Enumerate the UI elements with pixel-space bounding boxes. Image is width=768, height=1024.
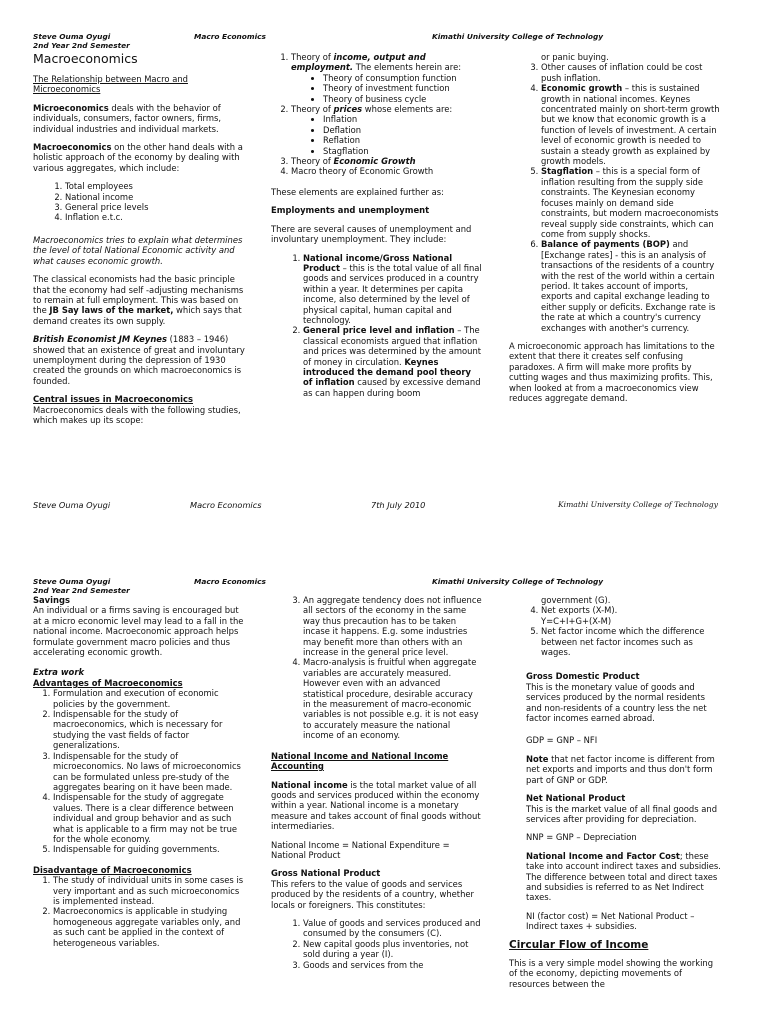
bullet-list (291, 114, 483, 156)
bullet-item: • Theory of investment function (323, 83, 483, 93)
page2-header-institution: Kimathi University College of Technology (432, 577, 604, 586)
page2-header-course: Macro Economics (194, 577, 266, 586)
page1-header-author: Steve Ouma Oyugi (33, 32, 111, 41)
theory-list (271, 52, 483, 177)
list-item: 3. Other causes of inflation could be cost push inflation. (541, 62, 721, 83)
list-item: 1. Value of goods and services produced and consumed by the consumers (C). (303, 918, 483, 939)
list-item: 4. Net exports (X-M). Y=C+I+G+(X-M) (541, 605, 721, 626)
bullet-item: • Stagflation (323, 146, 483, 156)
list-item: 5. Indispensable for guiding governments. (53, 844, 245, 854)
list-item: 2. National income (65, 192, 245, 202)
keynes-paragraph: British Economist JM Keynes (1883 – 1946) showed that an existence of great and involuntary unemployment during the depression of 1930 created the grounds on which macroeconomics is founded. (33, 334, 245, 386)
list-item: 3. Goods and services from the (303, 960, 483, 970)
page1-column-1 (33, 52, 245, 492)
list-item: 3. Theory of Economic Growth (291, 156, 483, 166)
list-item: 5. Net factor income which the difference between net factor incomes such as wages. (541, 626, 721, 657)
disadvantages-list (33, 875, 245, 948)
national-income-paragraph: National income is the total market value of all goods and services produced within the economy within a year. National income is a monetary measure and takes account of final goods without intermediaries. (271, 779, 481, 832)
gnp-text: This refers to the value of goods and services produced by the residents of a country, whether locals or foreigners. This constitutes: (271, 878, 474, 910)
page1-footer-course: Macro Economics (190, 500, 262, 510)
bullet-item: • Reflation (323, 135, 483, 145)
list-item: 3. Indispensable for the study of microeconomics. No laws of microeconomics can be formulated unless pre-study of the aggregates bearing on it have been made. (53, 751, 245, 793)
bullet-item: • Theory of consumption function (323, 73, 483, 83)
page1-column-3 (509, 52, 721, 476)
page2-column-2 (271, 595, 483, 1024)
micro-approach-paragraph: A microeconomic approach has limitations to the extent that there it creates self confusing paradoxes. A firm will make more profits by cutting wages and thus maximizing profits. This, when looked at from a macroeconomics view reduces aggregate demand. (509, 340, 715, 403)
factor-cost-paragraph: National Income and Factor Cost; these take into account indirect taxes and subsidies. The difference between total and direct taxes and subsidies is referred to as Net Indirect taxes. (526, 850, 721, 903)
list-item: 5. Stagflation – this is a special form of inflation resulting from the supply side constraints. The Keynesian economy focuses mainly on demand side constraints, but modern macroeconomists reveal supply side constraints, which can come from supply shocks. (541, 166, 721, 239)
gdp-text: This is the monetary value of goods and services produced by the normal residents and non-residents of a country less the net factor incomes earned abroad. (526, 681, 707, 724)
classical-paragraph: The classical economists had the basic principle that the economy had self -adjusting mechanisms to remain at full employment. This was based on the JB Say laws of the market, which says that demand creates its own supply. (33, 274, 244, 326)
list-item: 4. Inflation e.t.c. (65, 212, 245, 222)
list-item: 1. Total employees (65, 181, 245, 191)
list-item: 3. An aggregate tendency does not influence all sectors of the economy in the same way thus precaution has to be taken incase it happens. E.g. some industries may benefit more than others with an increase in the general price level. (303, 595, 483, 657)
disadvantages-list-continued (271, 595, 483, 741)
list-item: 3. General price levels (65, 202, 245, 212)
savings-text: An individual or a firms saving is encouraged but at a micro economic level may lead to a fall in the national income. Macroeconomic approach helps formulate government macro policies and thus accelerating economic growth. (33, 605, 244, 658)
nnp-text: This is the market value of all final goods and services after providing for depreciation. (526, 803, 718, 824)
page1-footer-date: 7th July 2010 (371, 500, 426, 510)
page2-header-year: 2nd Year 2nd Semester (33, 586, 130, 595)
bullet-item: • Inflation (323, 114, 483, 124)
list-item: 2. Macroeconomics is applicable in studying homogeneous aggregate variables only, and as such cant be applied in the context of heterogeneous variables. (53, 906, 245, 948)
bullet-item: • Theory of business cycle (323, 94, 483, 104)
aggregates-list (33, 181, 245, 223)
page-title: Macroeconomics (33, 52, 138, 66)
gnp-components-continued (509, 605, 721, 657)
circular-flow-heading: Circular Flow of Income (509, 938, 649, 951)
page1-footer-author: Steve Ouma Oyugi (33, 500, 111, 510)
list-item: 2. Indispensable for the study of macroeconomics, which is necessary for studying the vast fields of factor generalizations. (53, 709, 245, 751)
page1-header-institution: Kimathi University College of Technology (432, 32, 604, 41)
causes-list (271, 253, 483, 399)
list-item: 1. The study of individual units in some cases is very important and as such microeconomics is implemented instead. (53, 875, 245, 906)
extra-work-label: Extra work (33, 667, 85, 678)
circular-flow-text: This is a very simple model showing the working of the economy, depicting movements of resources between the (509, 957, 714, 989)
page1-header-course: Macro Economics (194, 32, 266, 41)
gdp-equation: GDP = GNP – NFI (526, 735, 598, 746)
advantages-list (33, 688, 245, 855)
employment-heading: Employments and unemployment (271, 205, 430, 216)
central-issues-heading: Central issues in Macroeconomics (33, 394, 193, 405)
central-issues-text: Macroeconomics deals with the following studies, which makes up its scope: (33, 404, 241, 425)
list-item: 2. General price level and inflation – The classical economists argued that inflation and prices was determined by the amount of money in circulation. Keynes introduced the demand pool theory of inflation caused by excessive demand as can happen during boom (303, 325, 483, 398)
advantages-heading: Advantages of Macroeconomics (33, 677, 183, 688)
list-item: 4. Macro-analysis is fruitful when aggregate variables are accurately measured. However even with an advanced statistical procedure, desirable accuracy in the measurement of macro-economic variables is not possible e.g. it is not easy to accurately measure the national income of an economy. (303, 657, 483, 740)
gdp-heading: Gross Domestic Product (526, 671, 640, 682)
factor-cost-equation: NI (factor cost) = Net National Product – Indirect taxes + subsidies. (526, 910, 695, 932)
list-item: 4. Macro theory of Economic Growth (291, 166, 483, 176)
gnp-components-list (271, 918, 483, 970)
nnp-equation: NNP = GNP – Depreciation (526, 832, 637, 843)
national-income-equation: National Income = National Expenditure = National Product (271, 839, 450, 860)
page1-header-year: 2nd Year 2nd Semester (33, 41, 130, 50)
page1-column-2 (271, 52, 483, 496)
gnp-heading: Gross National Product (271, 868, 381, 879)
causes-list-continued (509, 62, 721, 333)
list-item: 1. Formulation and execution of economic policies by the government. (53, 688, 245, 709)
note-paragraph: Note that net factor income is different from net exports and imports and thus don't form part of GNP or GDP. (526, 753, 715, 785)
gnp-formula: Y=C+I+G+(X-M) (541, 615, 612, 626)
macro-paragraph: Macroeconomics on the other hand deals with a holistic approach of the economy by dealing with various aggregates, which include: (33, 142, 243, 173)
list-item: 4. Indispensable for the study of aggregate values. There is a clear difference between individual and group behavior and as such what is applicable to a firm may not be true for the whole economy. (53, 792, 245, 844)
savings-heading: Savings (33, 595, 70, 605)
national-income-heading: National Income and National Income Accounting (271, 750, 449, 772)
section-subtitle: The Relationship between Macro and Microeconomics (33, 74, 188, 95)
list-item: 6. Balance of payments (BOP) and [Exchange rates] - this is an analysis of transactions of the residents of a country with the rest of the world within a certain period. It takes account of imports, exports and capital exchange leading to either supply or deficits. Exchange rate is the rate at which a country's currency exchanges with another's currency. (541, 239, 721, 333)
continued-text: government (G). (541, 595, 611, 605)
macro-explanation: Macroeconomics tries to explain what determines the level of total National Economic activity and what causes economic growth. (33, 234, 243, 266)
micro-paragraph: Microeconomics deals with the behavior of individuals, consumers, factor owners, firms, individual industries and individual markets. (33, 102, 221, 134)
bullet-item: • Deflation (323, 125, 483, 135)
elements-explained: These elements are explained further as: (271, 186, 444, 197)
disadvantages-heading: Disadvantage of Macroeconomics (33, 864, 192, 875)
list-item: 1. National income/Gross National Product – this is the total value of all final goods and services produced in a country within a year. It determines per capita income, also determined by the level of physical capital, human capital and technology. (303, 253, 483, 326)
continued-text: or panic buying. (541, 52, 609, 62)
bullet-list (291, 73, 483, 104)
page2-header-author: Steve Ouma Oyugi (33, 577, 111, 586)
nnp-heading: Net National Product (526, 793, 626, 804)
employment-text: There are several causes of unemployment and involuntary unemployment. They include: (271, 223, 472, 245)
page1-footer-institution: Kimathi University College of Technology (558, 500, 718, 509)
page2-column-1 (33, 595, 245, 1024)
page2-column-3 (509, 595, 721, 1024)
list-item: 1. Theory of income, output and employment. The elements herein are: • Theory of consumption function • Theory of investment function • Theory of business cycle (291, 52, 483, 104)
list-item: 4. Economic growth – this is sustained growth in national incomes. Keynes concentrated mainly on short-term growth but we know that economic growth is a function of levels of investment. A certain level of economic growth is needed to sustain a steady growth as explained by growth models. (541, 83, 721, 166)
list-item: 2. Theory of prices whose elements are: • Inflation • Deflation • Reflation • Stagflation (291, 104, 483, 156)
list-item: 2. New capital goods plus inventories, not sold during a year (I). (303, 939, 483, 960)
